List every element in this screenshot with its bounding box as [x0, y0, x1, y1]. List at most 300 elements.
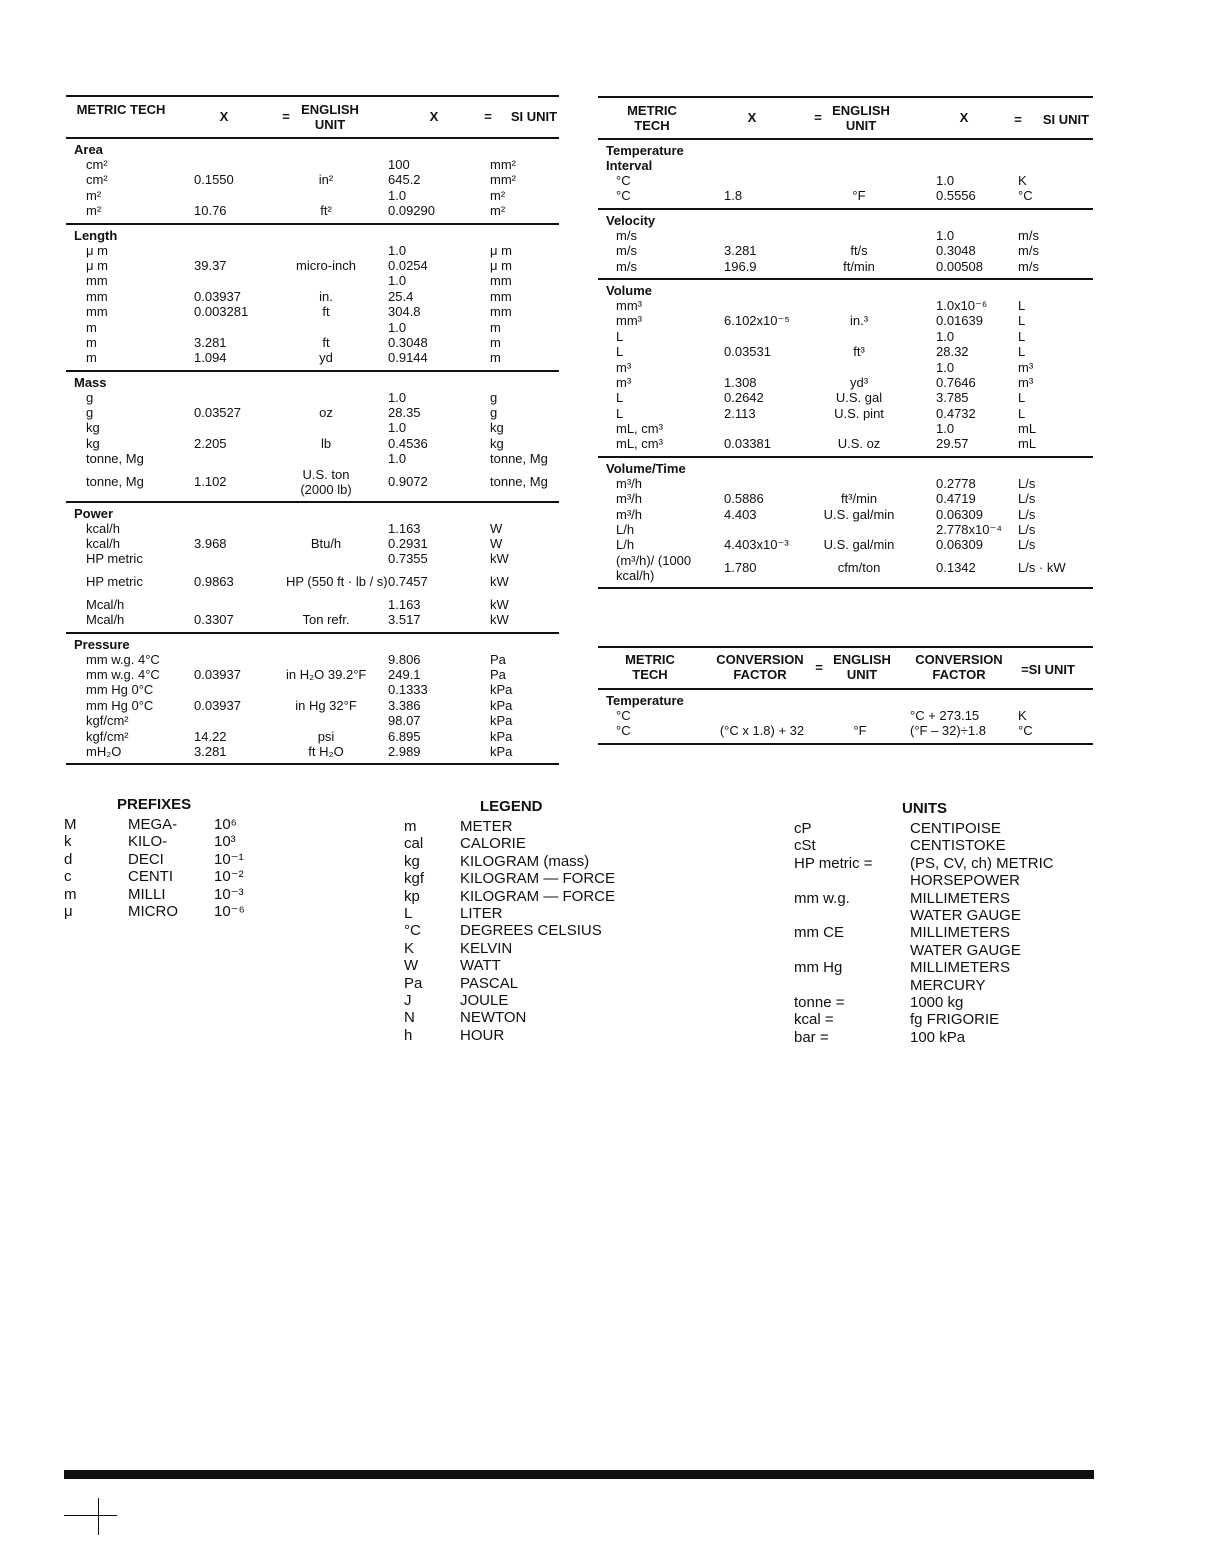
cell-col3: 0.4732 [936, 405, 976, 421]
cell-col0: m [86, 319, 97, 335]
cell-col0: m/s [616, 227, 637, 243]
legend-item-col1: CALORIE [460, 835, 526, 853]
cell-col4: m [490, 319, 501, 335]
cell-col2: U.S. ton (2000 lb) [300, 466, 352, 497]
units-item-col1: CENTIPOISE [910, 820, 1001, 837]
section-mass [66, 372, 559, 503]
cell-col4: mm [490, 304, 512, 320]
column-header: METRIC TECH [627, 103, 677, 133]
cell-col2: ft/min [843, 258, 875, 274]
crop-mark-horizontal [64, 1515, 117, 1516]
section-temperature [598, 690, 1093, 745]
cell-col4: kPa [490, 697, 513, 713]
table-row [66, 744, 559, 759]
units-item-col1: MILLIMETERS [910, 959, 1011, 977]
prefixes-item-col2: 10⁻¹ [214, 850, 244, 868]
section-power [66, 503, 559, 634]
cell-col0: kg [86, 435, 100, 451]
section-temperature-interval [598, 140, 1093, 210]
cell-col0: kcal/h [86, 520, 120, 536]
cell-col2: ft³ [853, 344, 865, 360]
cell-col0: kcal/h [86, 536, 120, 552]
table-row [598, 228, 1093, 243]
units-item-col0: cSt [794, 837, 816, 855]
cell-col3: 1.0 [936, 173, 955, 188]
prefixes-item-col1: DECI [128, 850, 164, 868]
cell-col0: Mcal/h [86, 596, 125, 612]
column-header: CONVERSION FACTOR [915, 652, 1003, 682]
cell-col3: 0.01639 [936, 313, 983, 329]
cell-col0: μ m [86, 242, 108, 258]
legend-item-col0: m [404, 818, 417, 835]
table-row [598, 360, 1093, 375]
cell-col3: 0.2931 [388, 536, 428, 552]
cell-col1: 0.03527 [194, 405, 241, 421]
table-row [598, 436, 1093, 451]
prefixes-item-col0: d [64, 850, 73, 868]
cell-col2: HP (550 ft · lb / s) [286, 573, 388, 589]
cell-col4: K [1018, 173, 1027, 188]
table-row [66, 157, 559, 172]
section-area [66, 139, 559, 225]
cell-col0: L/h [616, 537, 635, 553]
cell-col0: m/s [616, 243, 637, 259]
legend-item-col1: DEGREES CELSIUS [460, 922, 602, 940]
cell-col4: mm [490, 273, 512, 289]
table-row [598, 298, 1093, 313]
legend-item-col0: cal [404, 835, 424, 853]
cell-col1: 4.403x10⁻³ [724, 537, 789, 553]
table-row [66, 258, 559, 273]
cell-col4: kW [490, 573, 509, 589]
table-row [598, 553, 1093, 583]
cell-col1: 0.2642 [724, 390, 764, 406]
cell-col0: °C [616, 173, 631, 188]
cell-col0: kgf/cm² [86, 728, 129, 744]
table-row [66, 567, 559, 597]
cell-col3: 1.0 [388, 187, 407, 203]
legend-item-col0: kg [404, 852, 420, 870]
column-header: X [747, 110, 757, 125]
legend-item-col1: KELVIN [460, 939, 513, 957]
cell-col4: μ m [490, 257, 512, 273]
cell-col3: 3.785 [936, 390, 969, 406]
cell-col3: 1.0 [936, 328, 955, 344]
table-row [66, 304, 559, 319]
cell-col4: L/s [1018, 537, 1036, 553]
cell-col3: 0.7355 [388, 551, 428, 567]
units-item-col1: MILLIMETERS [910, 924, 1011, 942]
cell-col2: lb [320, 435, 332, 451]
section-length [66, 225, 559, 372]
cell-col3: 304.8 [388, 304, 421, 320]
cell-col0: mH₂O [86, 743, 122, 759]
cell-col1: 0.03381 [724, 436, 771, 452]
table-row [66, 682, 559, 697]
cell-col3: 28.35 [388, 405, 421, 421]
cell-col2: cfm/ton [837, 559, 881, 575]
legend-item-col0: K [404, 939, 415, 957]
prefixes-title: PREFIXES [117, 796, 192, 813]
cell-col2: U.S. gal/min [823, 537, 895, 553]
cell-col4: L/s [1018, 491, 1036, 507]
cell-col2: micro-inch [296, 257, 356, 273]
cell-col3: 0.0254 [388, 257, 428, 273]
cell-col3: 1.0 [936, 421, 955, 437]
section-title: Mass [74, 374, 107, 390]
table-row [66, 451, 559, 466]
cell-col3: °C + 273.15 [910, 708, 980, 723]
legend-item-col1: JOULE [460, 992, 509, 1009]
table-row [598, 708, 1093, 723]
cell-col1: 0.03937 [194, 697, 241, 713]
cell-col3: 98.07 [388, 713, 421, 729]
cell-col3: 0.2778 [936, 475, 976, 491]
cell-col4: kW [490, 612, 509, 628]
cell-col1: 10.76 [194, 203, 227, 219]
cell-col0: HP metric [86, 573, 143, 589]
section-title: Temperature [606, 693, 684, 708]
table-header [598, 646, 1093, 690]
units-item-col1: HORSEPOWER [910, 872, 1021, 890]
cell-col0: g [86, 405, 94, 421]
cell-col2: °F [852, 188, 866, 204]
cell-col1: 3.281 [724, 243, 757, 259]
cell-col1: 0.5886 [724, 491, 764, 507]
cell-col0: mm [86, 288, 108, 304]
cell-col4: °C [1018, 723, 1033, 739]
prefixes-item-col0: M [64, 816, 77, 833]
cell-col1: 4.403 [724, 506, 757, 522]
cell-col4: m² [490, 187, 506, 203]
cell-col3: 1.163 [388, 520, 421, 536]
table-row [66, 698, 559, 713]
cell-col0: HP metric [86, 551, 143, 567]
table-row [598, 723, 1093, 738]
units-item-col0: bar = [794, 1028, 829, 1046]
column-header: CONVERSION FACTOR [716, 652, 804, 682]
table-row [66, 612, 559, 627]
cell-col1: 3.968 [194, 536, 227, 552]
table-row [598, 188, 1093, 203]
cell-col4: L [1018, 297, 1026, 313]
cell-col1: 3.281 [194, 334, 227, 350]
cell-col3: 3.517 [388, 612, 421, 628]
units-list [792, 800, 1082, 1050]
column-header: X [429, 109, 439, 124]
cell-col2: in Hg 32°F [295, 697, 357, 713]
legend-item-col0: L [404, 905, 413, 922]
cell-col2: U.S. gal/min [823, 506, 895, 522]
legend-item-col1: HOUR [460, 1026, 505, 1044]
cell-col3: 100 [388, 157, 410, 172]
cell-col4: L [1018, 390, 1026, 406]
cell-col4: tonne, Mg [490, 473, 548, 489]
units-item-col0: tonne = [794, 994, 845, 1011]
legend-item-col1: METER [460, 818, 513, 835]
cell-col0: m [86, 350, 97, 366]
cell-col0: μ m [86, 257, 108, 273]
cell-col3: 1.0 [936, 227, 955, 243]
column-header: ENGLISH UNIT [832, 103, 890, 133]
legend-item-col1: PASCAL [460, 974, 519, 992]
prefixes-item-col1: MILLI [128, 885, 166, 903]
cell-col2: °F [853, 723, 867, 739]
column-header: X [959, 110, 969, 125]
table-row [66, 188, 559, 203]
cell-col1: 0.03937 [194, 288, 241, 304]
legend-item-col0: W [404, 957, 419, 975]
table-row [598, 313, 1093, 328]
legend-item-col0: h [404, 1026, 413, 1044]
section-title: Pressure [74, 636, 130, 652]
cell-col0: L [616, 328, 624, 344]
table-row [598, 537, 1093, 552]
cell-col3: 1.0 [388, 451, 407, 467]
section-title: Volume [606, 282, 652, 298]
temperature-formula-table [598, 646, 1093, 745]
prefixes-item-col2: 10⁻³ [214, 885, 244, 903]
cell-col4: m³ [1018, 359, 1034, 375]
cell-col1: 0.03937 [194, 666, 241, 682]
table-row [66, 521, 559, 536]
table-row [598, 243, 1093, 258]
units-item-col1: CENTISTOKE [910, 837, 1006, 855]
cell-col2: ft² [320, 203, 332, 219]
cell-col4: kPa [490, 713, 513, 729]
section-title: Velocity [606, 212, 656, 228]
table-row [66, 350, 559, 365]
cell-col4: L [1018, 405, 1026, 421]
cell-col3: 1.0 [388, 420, 407, 436]
cell-col0: mm [86, 273, 108, 289]
legend-item-col1: KILOGRAM — FORCE [460, 887, 616, 905]
cell-col0: kgf/cm² [86, 713, 129, 729]
cell-col4: L/s · kW [1018, 559, 1066, 575]
cell-col1: 0.3307 [194, 612, 234, 628]
cell-col4: L/s [1018, 506, 1036, 522]
cell-col1: 196.9 [724, 258, 757, 274]
table-row [66, 436, 559, 451]
units-item-col0: mm CE [794, 924, 844, 942]
prefixes-item-col1: KILO- [128, 833, 168, 851]
cell-col2: oz [319, 405, 333, 421]
table-row [598, 390, 1093, 405]
cell-col0: m³/h [616, 506, 642, 522]
cell-col3: 0.06309 [936, 537, 983, 553]
cell-col1: 1.094 [194, 350, 227, 366]
table-row [66, 203, 559, 218]
cell-col4: kPa [490, 728, 513, 744]
cell-col0: m³/h [616, 491, 642, 507]
column-header: METRIC TECH [76, 102, 166, 117]
section-pressure [66, 634, 559, 766]
cell-col4: °C [1018, 188, 1033, 204]
cell-col3: 0.1342 [936, 559, 976, 575]
section-title: Temperature Interval [606, 143, 684, 173]
cell-col2: yd [319, 350, 333, 366]
cell-col4: g [490, 389, 498, 405]
table-row [598, 406, 1093, 421]
cell-col2: ft³/min [840, 491, 878, 507]
cell-col0: cm² [86, 157, 108, 172]
cell-col0: m³ [616, 374, 632, 390]
cell-col1: 0.03531 [724, 344, 771, 360]
table-row [66, 243, 559, 258]
prefixes-item-col2: 10⁻² [214, 868, 244, 886]
cell-col2: yd³ [849, 374, 869, 390]
cell-col1: 1.8 [724, 188, 743, 204]
section-volume [598, 280, 1093, 458]
cell-col0: mm³ [616, 313, 642, 329]
cell-col0: °C [616, 708, 631, 723]
prefixes-item-col0: μ [64, 903, 73, 920]
cell-col2: ft [322, 334, 330, 350]
cell-col3: 29.57 [936, 436, 969, 452]
table-row [66, 420, 559, 435]
cell-col3: 1.0 [388, 319, 407, 335]
column-header: ENGLISH UNIT [833, 652, 891, 682]
cell-col0: m³/h [616, 475, 642, 491]
cell-col0: tonne, Mg [86, 473, 144, 489]
cell-col4: m³ [1018, 374, 1034, 390]
legend-item-col0: J [404, 992, 412, 1009]
cell-col3: 1.0x10⁻⁶ [936, 297, 988, 313]
cell-col0: g [86, 389, 94, 405]
table-row [66, 405, 559, 420]
prefixes-list [64, 796, 324, 936]
cell-col1: 1.780 [724, 559, 757, 575]
units-title: UNITS [902, 800, 947, 817]
prefixes-item-col2: 10⁶ [214, 816, 237, 833]
legend-item-col1: WATT [460, 957, 501, 975]
cell-col2: ft/s [850, 243, 868, 259]
cell-col4: m/s [1018, 258, 1039, 274]
cell-col4: mL [1018, 421, 1037, 437]
cell-col4: μ m [490, 242, 512, 258]
cell-col4: Pa [490, 651, 506, 667]
legend-item-col1: KILOGRAM — FORCE [460, 870, 616, 888]
column-header: = [484, 109, 492, 124]
cell-col3: 28.32 [936, 344, 969, 360]
table-row [598, 491, 1093, 506]
table-row [598, 421, 1093, 436]
section-title: Length [74, 227, 118, 243]
cell-col3: 0.4719 [936, 491, 976, 507]
cell-col4: m/s [1018, 243, 1039, 259]
cell-col4: kPa [490, 682, 513, 698]
cell-col0: cm² [86, 172, 108, 188]
cell-col2: in² [318, 172, 334, 188]
column-header: X [219, 109, 229, 124]
cell-col0: m³ [616, 359, 632, 375]
cell-col3: 0.09290 [388, 203, 435, 219]
cell-col0: L/h [616, 522, 635, 538]
cell-col3: 0.06309 [936, 506, 983, 522]
prefixes-item-col0: m [64, 885, 77, 903]
cell-col3: 0.3048 [388, 334, 428, 350]
cell-col3: 645.2 [388, 172, 421, 188]
cell-col1: 0.1550 [194, 172, 234, 188]
cell-col3: 0.9144 [388, 350, 428, 366]
cell-col4: L [1018, 328, 1026, 344]
cell-col2: Btu/h [310, 536, 342, 552]
cell-col0: mm³ [616, 297, 642, 313]
cell-col4: m [490, 350, 501, 366]
prefixes-item-col1: MEGA- [128, 816, 178, 833]
cell-col3: 0.5556 [936, 188, 976, 204]
table-row [66, 652, 559, 667]
cell-col1: 0.9863 [194, 573, 234, 589]
cell-col2: U.S. oz [837, 436, 881, 452]
cell-col3: 0.7457 [388, 573, 428, 589]
table-row [66, 667, 559, 682]
units-item-col1: WATER GAUGE [910, 907, 1021, 924]
cell-col4: g [490, 405, 498, 421]
cell-col4: kPa [490, 743, 513, 759]
table-row [598, 476, 1093, 491]
cell-col4: L/s [1018, 475, 1036, 491]
cell-col0: m² [86, 187, 102, 203]
cell-col0: L [616, 405, 624, 421]
table-header [598, 96, 1093, 140]
footer-rule [64, 1470, 1094, 1479]
cell-col3: 25.4 [388, 288, 414, 304]
cell-col1: 14.22 [194, 728, 227, 744]
column-header: = [282, 109, 290, 124]
cell-col3: 1.0 [388, 273, 407, 289]
cell-col3: 3.386 [388, 697, 421, 713]
cell-col4: mL [1018, 436, 1037, 452]
cell-col0: °C [616, 188, 631, 204]
cell-col2: in.³ [849, 313, 869, 329]
prefixes-item-col0: k [64, 833, 72, 851]
legend-item-col1: NEWTON [460, 1009, 527, 1027]
cell-col3: 249.1 [388, 666, 421, 682]
cell-col0: Mcal/h [86, 612, 125, 628]
cell-col0: mm w.g. 4°C [86, 666, 160, 682]
table-row [66, 390, 559, 405]
table-row [66, 335, 559, 350]
units-item-col1: MERCURY [910, 976, 986, 994]
legend-list [400, 798, 640, 1048]
cell-col3: 9.806 [388, 651, 421, 667]
cell-col1: 6.102x10⁻⁵ [724, 313, 790, 329]
table-row [66, 713, 559, 728]
section-title: Power [74, 505, 114, 521]
table-row [598, 522, 1093, 537]
legend-item-col0: kp [404, 887, 420, 905]
column-header: SI UNIT [510, 109, 558, 124]
cell-col3: 2.989 [388, 743, 421, 759]
left-conversion-table [66, 95, 559, 765]
table-row [66, 320, 559, 335]
cell-col4: tonne, Mg [490, 451, 548, 467]
cell-col0: L [616, 390, 624, 406]
cell-col4: W [490, 520, 503, 536]
units-item-col0: mm w.g. [794, 889, 850, 907]
legend-item-col0: Pa [404, 974, 423, 992]
cell-col1: 0.003281 [194, 304, 249, 320]
table-row [598, 375, 1093, 390]
cell-col0: mL, cm³ [616, 421, 663, 437]
table-row [66, 172, 559, 187]
cell-col3: 0.00508 [936, 258, 983, 274]
cell-col3: 0.1333 [388, 682, 428, 698]
legend-title: LEGEND [480, 798, 543, 815]
cell-col3: (°F – 32)÷1.8 [910, 723, 986, 739]
table-row [598, 344, 1093, 359]
